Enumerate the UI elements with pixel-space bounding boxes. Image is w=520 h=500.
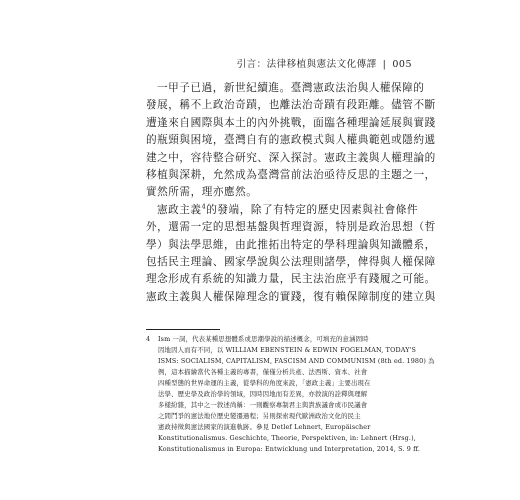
paragraph-line: 憲政主義與人權保障理念的實踐，復有賴保障制度的建立與 [146,290,436,303]
footnote-body [158,334,435,455]
body-text [146,80,436,306]
paragraph-line: 實然所需，理亦應然。 [146,186,258,199]
paragraph-text: 憲政主義 [157,203,202,216]
paragraph-line: 發展，稱不上政治奇蹟，也離法治奇蹟有段距離。儘管不斷 [146,99,436,112]
paragraph-first-line [146,202,418,219]
paragraph-line: 的瓶頸與困境，臺灣自有的憲政模式與人權典範剋或隱約遞 [146,134,436,147]
paragraph-line: 外，還需一定的思想基盤與哲理資源，特別是政治思想（哲 [146,221,436,234]
page-number: 005 [392,59,412,70]
footnote-reference[interactable]: 4 [201,202,207,211]
footnote-line: 例，這本描繪當代各種主義的專書，僅僅分析共產、法西斯、資本、社會 [158,368,368,376]
paragraph-line: 遭逢來自國際與本土的內外挑戰，面臨各種理論延展與實踐 [146,116,436,129]
running-header [237,56,412,70]
footnote-line: 法學、歷史學及政治學的領域，因時因地而有差異，亦敘演的詮釋與理解 [158,390,368,398]
footnote-line: ISMS: SOCIALISM, CAPITALISM, FASCISM AND COMMUNISM (8th ed. 1980) 為 [158,357,435,365]
paragraph-line: 一甲子已過，新世紀續進。臺灣憲政法治與人權保障的 [157,82,425,94]
footnote-line: Konstitutionalismus in Europa: Entwicklung und Interpretation, 2014, S. 9 ff. [158,445,421,453]
header-title: 引言：法律移植與憲法文化傳譯 [236,59,377,70]
footnote-line: 之間鬥爭的憲法地位歷史變遷過程；另則探索現代歐洲政治文化的民主 [158,412,361,420]
paragraph-line: 建之中，容待整合研究、深入探討。憲政主義與人權理論的 [146,151,436,164]
paragraph-line: 移植與深耕，允然成為臺灣當前法治亟待反思的主題之一， [146,169,436,182]
footnote-line: 因地因人而有不同，以 WILLIAM EBENSTEIN & EDWIN FOGELMAN, TODAY'S [158,346,417,354]
footnote [146,334,435,455]
paragraph-2 [146,202,436,306]
footnote-line: Konstitutionalismus. Geschichte, Theorie, Perspektiven, in: Lehnert (Hrsg.), [158,434,416,442]
paragraph-line: 學）與法學思維，由此推拓出特定的學科理論與知識體系， [146,238,436,251]
footnote-line: Ism 一詞，代表某種思想體系或思潮學說的描述概念，可填充的意涵固時 [158,335,369,343]
paragraph-line: 包括民主理論、國家學說與公法理則諸學，俾得與人權保障 [146,256,436,269]
footnote-divider [146,329,220,330]
paragraph-text: 的發端，除了有特定的歷史因素與社會條件 [206,203,418,216]
paragraph-line: 理念形成有系統的知識力量，民主法治庶乎有踐履之可能。 [146,273,436,286]
footnote-line: 四種型態的世界命運的主義，從學科的角度來說，「憲政主義」主要出現在 [158,379,371,387]
footnote-line: 多樣紛雜，其中之一敘述尚稱：一則觀察專制君主與貴族議會或市民議會 [158,401,368,409]
footnote-number: 4 [146,335,151,343]
header-separator: | [382,59,387,70]
paragraph-1 [146,80,436,202]
footnote-line: 憲政持徵與憲法國家的演進軌跡。參見 Detlef Lehnert, Europäischer [158,423,371,431]
